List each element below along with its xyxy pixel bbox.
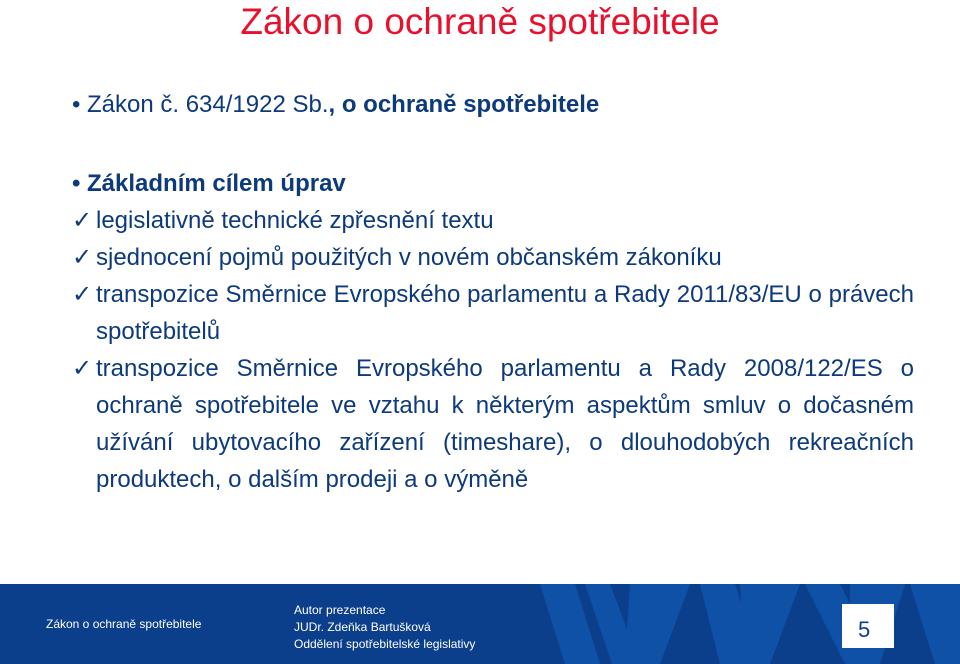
bullet-icon: •: [72, 91, 81, 118]
goals-heading-text: Základním cílem úprav: [87, 170, 346, 197]
checkmark-icon: ✓: [72, 354, 93, 382]
goal-item: [72, 202, 914, 239]
law-reference: [72, 86, 914, 123]
goals-heading: [72, 165, 914, 202]
goal-item-text: sjednocení pojmů použitých v novém občanském zákoníku: [96, 244, 722, 271]
checkmark-icon: ✓: [72, 280, 93, 308]
footer-presentation-title: Zákon o ochraně spotřebitele: [46, 617, 202, 631]
law-name: , o ochraně spotřebitele: [328, 91, 600, 118]
author-caption: Autor prezentace: [294, 603, 386, 617]
page-number: 5: [858, 617, 871, 642]
slide-title: Zákon o ochraně spotřebitele: [240, 1, 720, 42]
goal-item: [72, 276, 914, 350]
law-number: Zákon č. 634/1922 Sb.: [87, 91, 329, 118]
goal-item: [72, 350, 914, 498]
goal-item-text: transpozice Směrnice Evropského parlamentu a Rady 2008/122/ES o ochraně spotřebitele ve vztahu k některým aspektům smluv o dočasném užívání ubytovacího zařízení (timeshare), o dlouhodobých rekreačních produktech, o dalším prodeji a o výměně: [96, 355, 914, 493]
author-name: JUDr. Zdeňka Bartušková: [294, 620, 431, 634]
footer-author-block: [294, 602, 475, 653]
bullet-icon: •: [72, 170, 81, 197]
checkmark-icon: ✓: [72, 206, 93, 234]
slide-content: [72, 86, 914, 498]
author-department: Oddělení spotřebitelské legislativy: [294, 637, 476, 651]
goal-item-text: transpozice Směrnice Evropského parlamentu a Rady 2011/83/EU o právech spotřebitelů: [96, 281, 914, 345]
goal-item-text: legislativně technické zpřesnění textu: [96, 207, 494, 234]
goal-item: [72, 239, 914, 276]
checkmark-icon: ✓: [72, 243, 93, 271]
